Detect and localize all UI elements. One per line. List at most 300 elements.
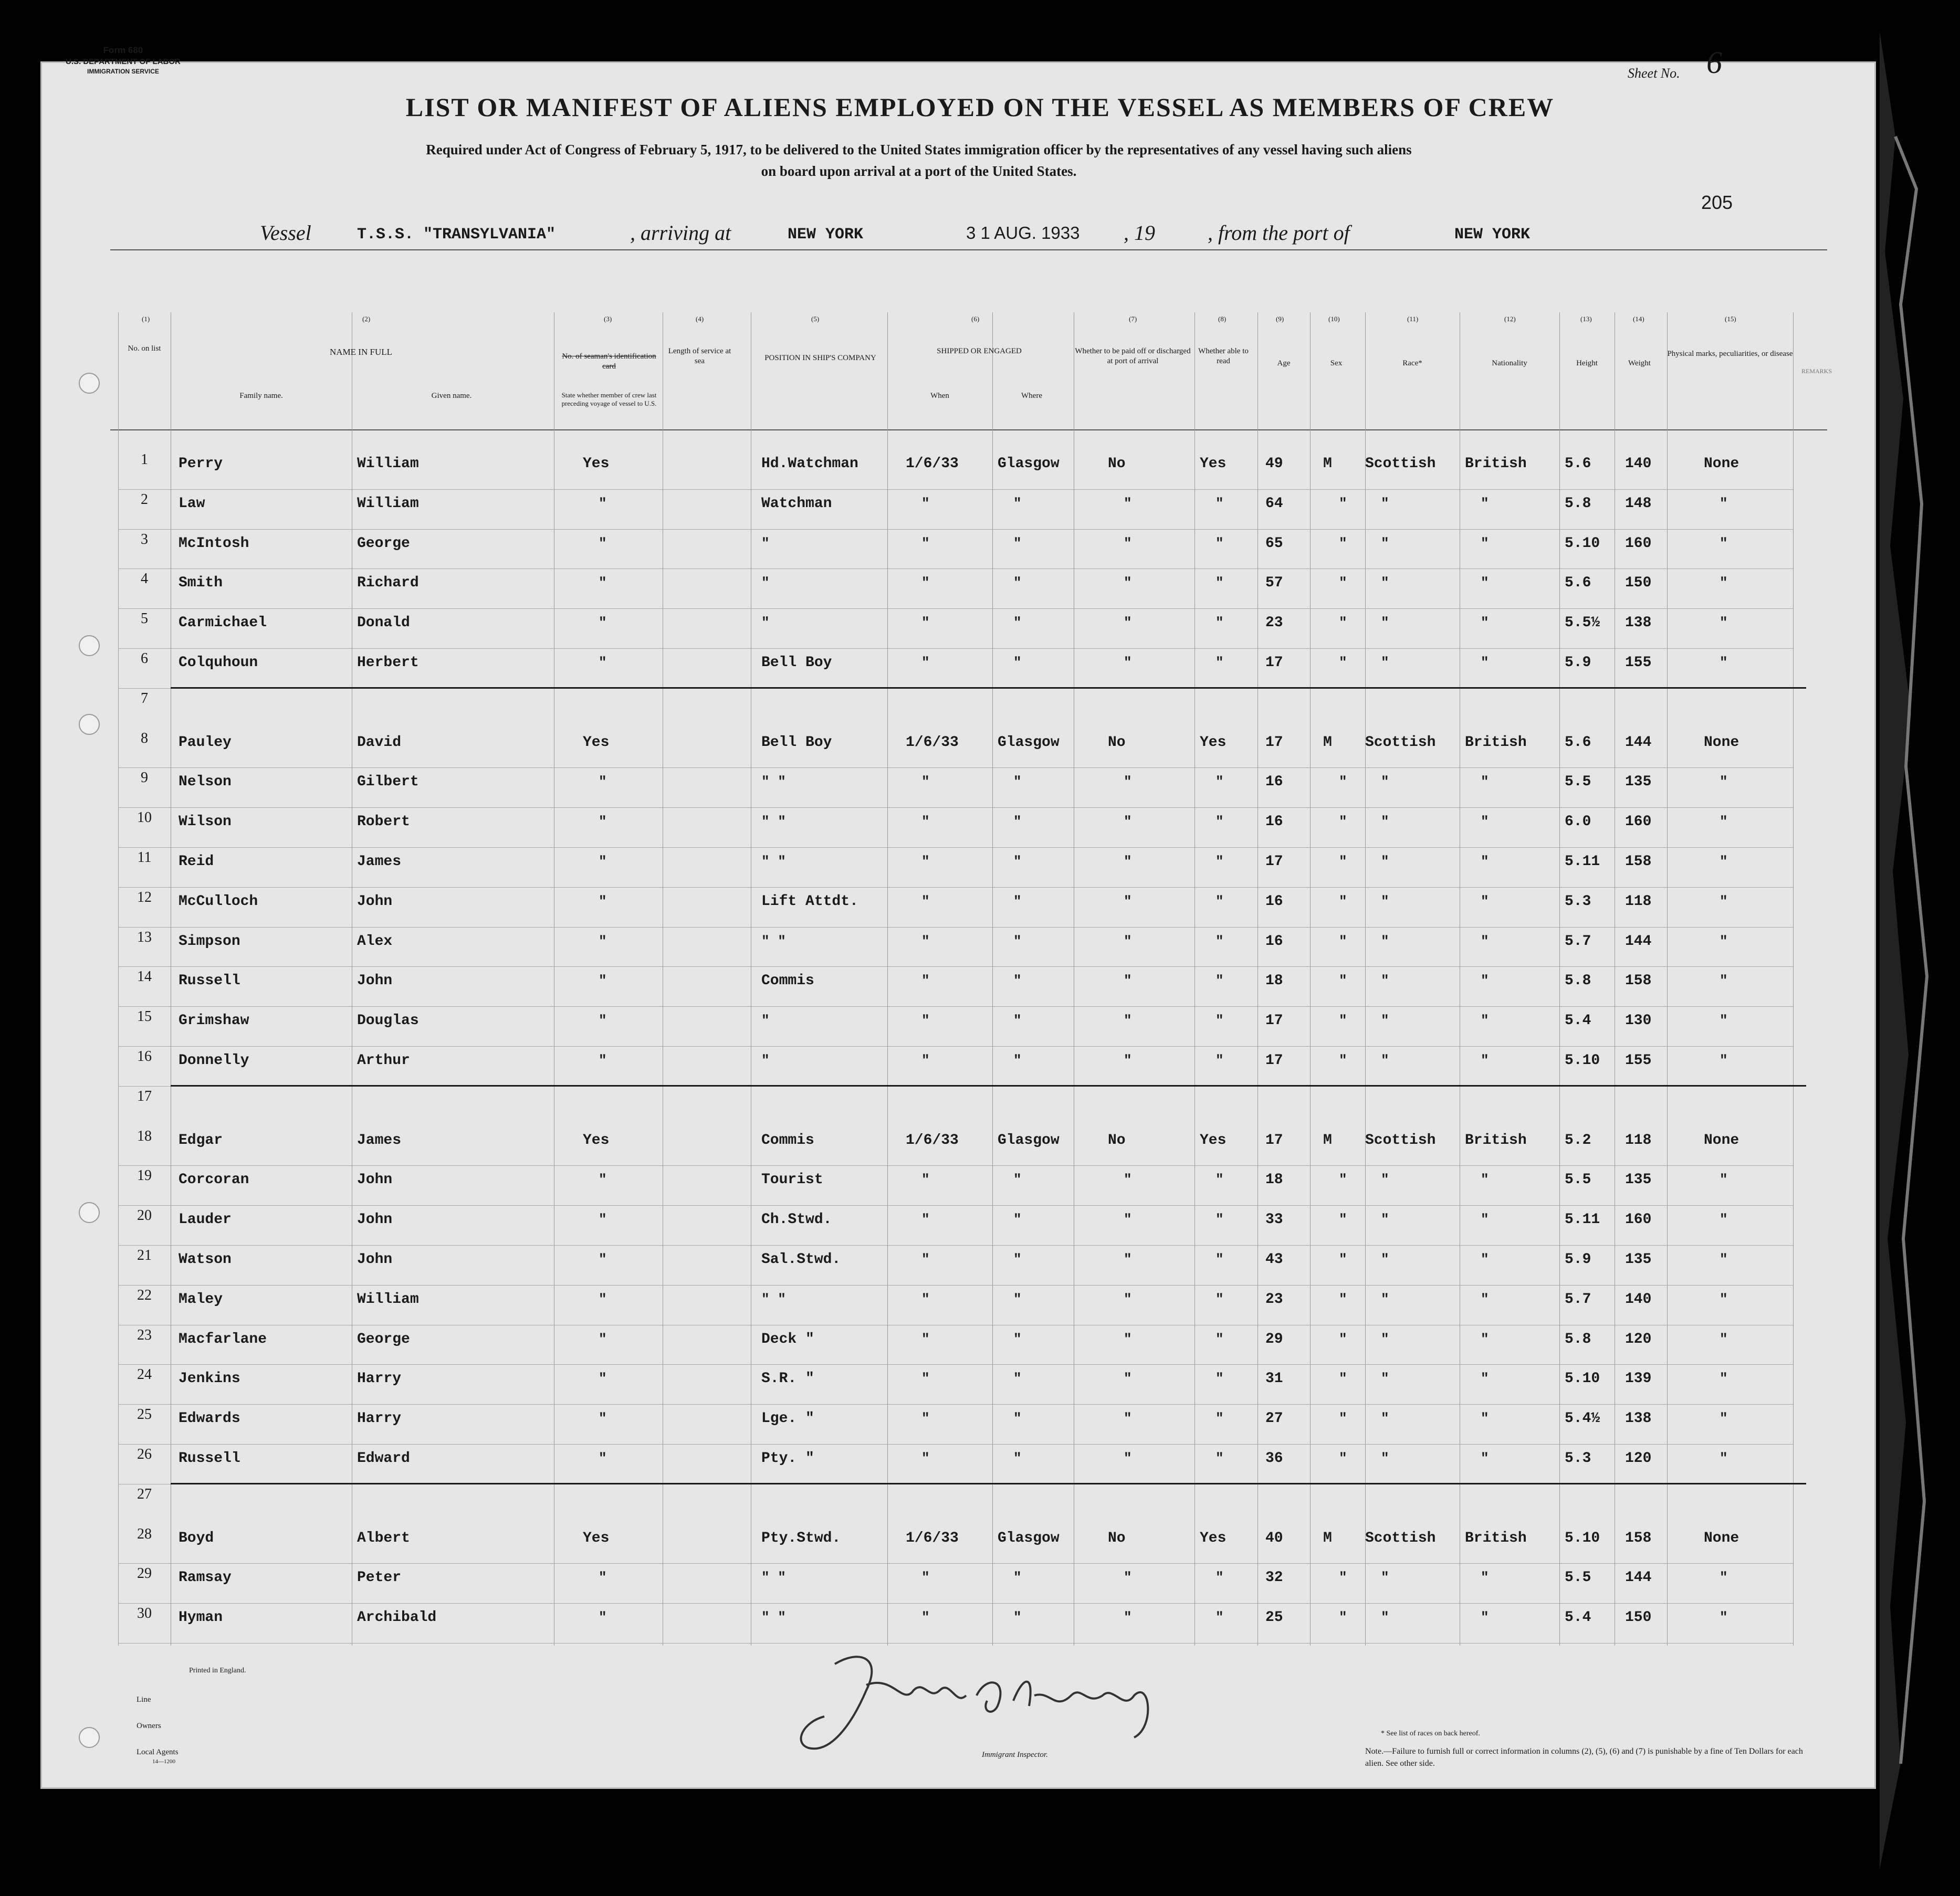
reference-number: 205 xyxy=(1701,192,1733,213)
row-number: 20 xyxy=(137,1207,152,1224)
row-number: 17 xyxy=(137,1088,152,1104)
cell-paid: " xyxy=(1124,1331,1132,1347)
row-number: 24 xyxy=(137,1366,152,1383)
cell-read: Yes xyxy=(1200,456,1227,472)
cell-where: " xyxy=(1013,1172,1022,1188)
cell-given: George xyxy=(357,1331,410,1347)
cell-paid: " xyxy=(1124,1609,1132,1626)
row-number: 12 xyxy=(137,889,152,905)
cell-age: 16 xyxy=(1265,774,1283,791)
cell-wt: 148 xyxy=(1625,495,1652,512)
cell-read: " xyxy=(1215,1212,1224,1228)
cell-nat: " xyxy=(1481,1251,1489,1267)
cell-age: 33 xyxy=(1265,1212,1283,1228)
cell-paid: " xyxy=(1124,814,1132,830)
cell-marks: " xyxy=(1720,1013,1728,1029)
cell-race: " xyxy=(1381,1371,1389,1387)
header-where: Where xyxy=(1021,392,1042,400)
header-no: No. on list xyxy=(128,344,161,353)
cell-paid: " xyxy=(1124,1450,1132,1466)
cell-wt: 155 xyxy=(1625,1052,1652,1069)
cell-card: " xyxy=(599,1052,607,1068)
cell-marks: " xyxy=(1720,774,1728,790)
cell-card: " xyxy=(599,1172,607,1188)
row-number: 7 xyxy=(141,690,148,707)
cell-nat: " xyxy=(1481,774,1489,790)
cell-ht: 5.7 xyxy=(1565,933,1591,950)
cell-race: " xyxy=(1381,1291,1389,1307)
row-rule xyxy=(118,1444,1793,1445)
binder-hole xyxy=(79,714,100,735)
cell-when: " xyxy=(921,1013,930,1029)
cell-card: " xyxy=(599,535,607,551)
cell-read: " xyxy=(1215,1052,1224,1068)
cell-when: " xyxy=(921,1371,930,1387)
row-number: 25 xyxy=(137,1406,152,1423)
cell-race: " xyxy=(1381,535,1389,551)
row-rule xyxy=(118,1006,1793,1007)
row-rule xyxy=(118,648,1793,649)
cell-race: " xyxy=(1381,1172,1389,1188)
cell-sex: " xyxy=(1339,1371,1347,1387)
row-number: 28 xyxy=(137,1525,152,1542)
cell-card: " xyxy=(599,615,607,631)
cell-card: Yes xyxy=(583,734,610,751)
row-rule xyxy=(118,608,1793,609)
cell-where: Glasgow xyxy=(998,456,1060,472)
row-number: 15 xyxy=(137,1008,152,1025)
cell-card: " xyxy=(599,1251,607,1267)
cell-pos: Commis xyxy=(761,1132,814,1149)
header-remarks: REMARKS xyxy=(1801,367,1832,375)
cell-age: 29 xyxy=(1265,1331,1283,1347)
column-number: (1) xyxy=(142,315,150,323)
cell-where: " xyxy=(1013,1331,1022,1347)
cell-family: Perry xyxy=(179,456,223,472)
header-family: Family name. xyxy=(239,392,283,400)
cell-age: 16 xyxy=(1265,893,1283,910)
cell-paid: No xyxy=(1108,1132,1126,1149)
cell-pos: Lge. " xyxy=(761,1410,814,1427)
cell-ht: 5.4 xyxy=(1565,1013,1591,1029)
cell-race: " xyxy=(1381,933,1389,949)
cell-read: " xyxy=(1215,933,1224,949)
cell-race: Scottish xyxy=(1365,1132,1436,1149)
cell-age: 16 xyxy=(1265,814,1283,830)
cell-given: Donald xyxy=(357,615,410,631)
row-rule xyxy=(118,1046,1793,1047)
cell-paid: " xyxy=(1124,615,1132,631)
header-weight: Weight xyxy=(1628,359,1651,367)
cell-read: " xyxy=(1215,1410,1224,1427)
cell-race: " xyxy=(1381,575,1389,591)
cell-sex: M xyxy=(1323,1530,1332,1546)
header-age: Age xyxy=(1277,359,1291,367)
cell-when: " xyxy=(921,814,930,830)
cell-given: John xyxy=(357,893,393,910)
cell-marks: " xyxy=(1720,495,1728,511)
cell-family: Boyd xyxy=(179,1530,214,1546)
cell-ht: 5.2 xyxy=(1565,1132,1591,1149)
binder-hole xyxy=(79,373,100,394)
cell-nat: " xyxy=(1481,1570,1489,1586)
cell-pos: Pty. " xyxy=(761,1450,814,1467)
binder-hole xyxy=(79,635,100,656)
cell-marks: " xyxy=(1720,893,1728,909)
cell-when: " xyxy=(921,1609,930,1626)
row-number: 3 xyxy=(141,531,148,547)
cell-family: Lauder xyxy=(179,1212,232,1228)
column-rule xyxy=(1310,312,1311,1646)
row-number: 14 xyxy=(137,968,152,985)
cell-sex: " xyxy=(1339,774,1347,790)
column-number: (3) xyxy=(604,315,612,323)
row-rule xyxy=(118,966,1793,967)
cell-wt: 144 xyxy=(1625,734,1652,751)
cell-family: Hyman xyxy=(179,1609,223,1626)
cell-ht: 5.10 xyxy=(1565,535,1600,552)
cell-age: 23 xyxy=(1265,1291,1283,1308)
cell-paid: " xyxy=(1124,774,1132,790)
cell-sex: " xyxy=(1339,893,1347,909)
cell-card: " xyxy=(599,1570,607,1586)
cell-nat: " xyxy=(1481,615,1489,631)
cell-read: Yes xyxy=(1200,1530,1227,1546)
cell-marks: " xyxy=(1720,1212,1728,1228)
column-rule xyxy=(992,312,993,1646)
cell-wt: 130 xyxy=(1625,1013,1652,1029)
cell-when: 1/6/33 xyxy=(906,456,959,472)
cell-nat: British xyxy=(1465,1530,1527,1546)
cell-nat: " xyxy=(1481,655,1489,670)
cell-read: " xyxy=(1215,655,1224,670)
cell-given: William xyxy=(357,1291,419,1308)
vessel-label: Vessel xyxy=(260,221,311,245)
cell-paid: " xyxy=(1124,854,1132,869)
cell-paid: No xyxy=(1108,456,1126,472)
cell-when: " xyxy=(921,774,930,790)
cell-read: " xyxy=(1215,615,1224,631)
cell-read: " xyxy=(1215,774,1224,790)
header-paid: Whether to be paid off or discharged at port of arrival xyxy=(1075,347,1191,365)
cell-age: 43 xyxy=(1265,1251,1283,1268)
column-rule xyxy=(1365,312,1366,1646)
cell-read: " xyxy=(1215,893,1224,909)
arriving-port: NEW YORK xyxy=(788,226,864,244)
cell-age: 31 xyxy=(1265,1371,1283,1387)
row-rule xyxy=(118,1364,1793,1365)
header-when: When xyxy=(930,392,949,400)
header-shipped: SHIPPED OR ENGAGED xyxy=(937,347,1022,355)
cell-wt: 118 xyxy=(1625,1132,1652,1149)
cell-where: " xyxy=(1013,814,1022,830)
cell-sex: " xyxy=(1339,854,1347,869)
cell-given: John xyxy=(357,1172,393,1188)
cell-family: McIntosh xyxy=(179,535,249,552)
row-number: 23 xyxy=(137,1326,152,1343)
cell-pos: Lift Attdt. xyxy=(761,893,858,910)
header-top-rule xyxy=(110,249,1827,250)
cell-family: Donnelly xyxy=(179,1052,249,1069)
cell-card: Yes xyxy=(583,456,610,472)
cell-race: " xyxy=(1381,615,1389,631)
cell-sex: " xyxy=(1339,1331,1347,1347)
cell-where: Glasgow xyxy=(998,1132,1060,1149)
cell-marks: " xyxy=(1720,1052,1728,1068)
column-number: (8) xyxy=(1218,315,1227,323)
cell-age: 17 xyxy=(1265,734,1283,751)
cell-wt: 160 xyxy=(1625,535,1652,552)
header-card-note: State whether member of crew last preceding voyage of vessel to U.S. xyxy=(561,391,657,408)
cell-where: " xyxy=(1013,495,1022,511)
column-number: (6) xyxy=(971,315,980,323)
cell-ht: 5.3 xyxy=(1565,1450,1591,1467)
cell-read: " xyxy=(1215,1570,1224,1586)
cell-age: 17 xyxy=(1265,1132,1283,1149)
cell-sex: " xyxy=(1339,1212,1347,1228)
cell-ht: 5.11 xyxy=(1565,854,1600,870)
cell-given: James xyxy=(357,854,402,870)
row-rule xyxy=(118,1205,1793,1206)
column-rule xyxy=(1667,312,1668,1646)
cell-race: " xyxy=(1381,655,1389,670)
cell-given: Richard xyxy=(357,575,419,592)
cell-family: McCulloch xyxy=(179,893,258,910)
cell-read: " xyxy=(1215,1013,1224,1029)
page-title: LIST OR MANIFEST OF ALIENS EMPLOYED ON THE VESSEL AS MEMBERS OF CREW xyxy=(405,92,1555,122)
cell-nat: " xyxy=(1481,893,1489,909)
cell-when: 1/6/33 xyxy=(906,1530,959,1546)
cell-race: Scottish xyxy=(1365,456,1436,472)
header-sex: Sex xyxy=(1330,359,1343,367)
cell-card: " xyxy=(599,814,607,830)
column-number: (4) xyxy=(696,315,704,323)
cell-pos: " " xyxy=(761,1291,786,1307)
row-number: 1 xyxy=(141,451,148,468)
cell-wt: 138 xyxy=(1625,615,1652,631)
row-number: 29 xyxy=(137,1565,152,1582)
cell-when: " xyxy=(921,893,930,909)
cell-family: Simpson xyxy=(179,933,240,950)
cell-where: " xyxy=(1013,1410,1022,1427)
cell-card: " xyxy=(599,575,607,591)
cell-pos: " " xyxy=(761,1609,786,1626)
cell-read: " xyxy=(1215,1291,1224,1307)
cell-marks: " xyxy=(1720,615,1728,631)
cell-sex: " xyxy=(1339,655,1347,670)
cell-pos: " xyxy=(761,615,770,631)
cell-race: " xyxy=(1381,973,1389,989)
cell-ht: 5.5 xyxy=(1565,1172,1591,1188)
form-code: 14—1200 xyxy=(152,1758,175,1765)
cell-nat: " xyxy=(1481,1450,1489,1466)
cell-age: 17 xyxy=(1265,1052,1283,1069)
vessel-name: T.S.S. "TRANSYLVANIA" xyxy=(357,226,556,244)
cell-nat: " xyxy=(1481,1609,1489,1626)
agents-label: Local Agents xyxy=(137,1748,179,1756)
cell-where: " xyxy=(1013,1251,1022,1267)
cell-marks: " xyxy=(1720,973,1728,989)
cell-race: " xyxy=(1381,495,1389,511)
cell-pos: Pty.Stwd. xyxy=(761,1530,841,1546)
cell-nat: " xyxy=(1481,1172,1489,1188)
cell-sex: " xyxy=(1339,1291,1347,1307)
cell-paid: " xyxy=(1124,933,1132,949)
cell-age: 17 xyxy=(1265,655,1283,671)
row-number: 6 xyxy=(141,650,148,667)
cell-given: George xyxy=(357,535,410,552)
cell-ht: 5.6 xyxy=(1565,456,1591,472)
subtitle-line-1: Required under Act of Congress of February 5, 1917, to be delivered to the United States immigration officer by the representatives of any vessel having such aliens xyxy=(426,142,1412,157)
cell-ht: 5.8 xyxy=(1565,495,1591,512)
cell-race: Scottish xyxy=(1365,1530,1436,1546)
cell-marks: " xyxy=(1720,1291,1728,1307)
from-port: NEW YORK xyxy=(1454,226,1531,244)
cell-ht: 6.0 xyxy=(1565,814,1591,830)
cell-where: " xyxy=(1013,1450,1022,1466)
cell-sex: " xyxy=(1339,535,1347,551)
column-number: (7) xyxy=(1129,315,1137,323)
cell-sex: " xyxy=(1339,973,1347,989)
binder-hole xyxy=(79,1202,100,1223)
cell-ht: 5.9 xyxy=(1565,1251,1591,1268)
cell-when: " xyxy=(921,1251,930,1267)
column-rule xyxy=(1257,312,1258,1646)
cell-when: " xyxy=(921,575,930,591)
cell-nat: British xyxy=(1465,734,1527,751)
row-number: 2 xyxy=(141,491,148,508)
cell-ht: 5.6 xyxy=(1565,734,1591,751)
cell-when: " xyxy=(921,1052,930,1068)
row-number: 30 xyxy=(137,1605,152,1622)
date-stamp: 3 1 AUG. 1933 xyxy=(966,223,1080,243)
cell-given: Douglas xyxy=(357,1013,419,1029)
cell-card: Yes xyxy=(583,1530,610,1546)
column-rule xyxy=(118,312,119,1646)
cell-wt: 144 xyxy=(1625,933,1652,950)
cell-given: Archibald xyxy=(357,1609,437,1626)
cell-family: Russell xyxy=(179,973,240,989)
footer-note: Note.—Failure to furnish full or correct information in columns (2), (5), (6) and (7) is punishable by a fine of Ten Dollars for each alien. See other side. xyxy=(1365,1747,1803,1768)
cell-where: " xyxy=(1013,1291,1022,1307)
row-rule xyxy=(118,847,1793,848)
cell-given: James xyxy=(357,1132,402,1149)
cell-wt: 138 xyxy=(1625,1410,1652,1427)
column-number: (11) xyxy=(1407,315,1419,323)
cell-marks: None xyxy=(1704,734,1739,751)
cell-read: " xyxy=(1215,1172,1224,1188)
row-number: 27 xyxy=(137,1486,152,1502)
cell-where: " xyxy=(1013,1570,1022,1586)
cell-marks: " xyxy=(1720,1410,1728,1427)
column-rule xyxy=(1793,312,1794,1646)
cell-wt: 120 xyxy=(1625,1450,1652,1467)
cell-where: " xyxy=(1013,535,1022,551)
cell-card: " xyxy=(599,1291,607,1307)
cell-sex: " xyxy=(1339,1251,1347,1267)
cell-given: Herbert xyxy=(357,655,419,671)
cell-read: " xyxy=(1215,854,1224,869)
cell-age: 49 xyxy=(1265,456,1283,472)
cell-wt: 160 xyxy=(1625,1212,1652,1228)
cell-family: Grimshaw xyxy=(179,1013,249,1029)
subtitle xyxy=(158,139,1680,182)
header-race: Race* xyxy=(1402,359,1422,367)
cell-nat: " xyxy=(1481,535,1489,551)
cell-read: Yes xyxy=(1200,1132,1227,1149)
cell-where: " xyxy=(1013,893,1022,909)
column-number: (13) xyxy=(1580,315,1592,323)
column-number: (15) xyxy=(1725,315,1736,323)
cell-paid: " xyxy=(1124,1371,1132,1387)
cell-given: William xyxy=(357,456,419,472)
cell-given: John xyxy=(357,1251,393,1268)
row-rule xyxy=(118,807,1793,808)
cell-paid: No xyxy=(1108,734,1126,751)
header-nationality: Nationality xyxy=(1492,359,1527,367)
cell-where: " xyxy=(1013,1609,1022,1626)
cell-where: " xyxy=(1013,1212,1022,1228)
cell-paid: " xyxy=(1124,575,1132,591)
cell-wt: 158 xyxy=(1625,1530,1652,1546)
cell-pos: Ch.Stwd. xyxy=(761,1212,832,1228)
cell-given: Alex xyxy=(357,933,393,950)
row-rule xyxy=(118,767,1793,768)
cell-family: Edgar xyxy=(179,1132,223,1149)
cell-given: Albert xyxy=(357,1530,410,1546)
row-number: 4 xyxy=(141,571,148,587)
cell-given: Peter xyxy=(357,1570,402,1586)
cell-read: " xyxy=(1215,535,1224,551)
cell-wt: 160 xyxy=(1625,814,1652,830)
cell-where: " xyxy=(1013,854,1022,869)
form-number: Form 680 xyxy=(103,45,143,55)
cell-family: Pauley xyxy=(179,734,232,751)
cell-family: Corcoran xyxy=(179,1172,249,1188)
cell-paid: " xyxy=(1124,1251,1132,1267)
cell-wt: 118 xyxy=(1625,893,1652,910)
cell-race: " xyxy=(1381,774,1389,790)
cell-sex: " xyxy=(1339,1570,1347,1586)
cell-pos: " xyxy=(761,535,770,551)
header-bottom-rule xyxy=(110,429,1827,430)
cell-when: " xyxy=(921,615,930,631)
column-number: (2) xyxy=(362,315,371,323)
cell-age: 23 xyxy=(1265,615,1283,631)
cell-paid: " xyxy=(1124,1291,1132,1307)
cell-age: 57 xyxy=(1265,575,1283,592)
cell-paid: " xyxy=(1124,495,1132,511)
cell-pos: Hd.Watchman xyxy=(761,456,858,472)
from-label: , from the port of xyxy=(1208,221,1350,245)
cell-ht: 5.11 xyxy=(1565,1212,1600,1228)
cell-nat: British xyxy=(1465,1132,1527,1149)
cell-where: " xyxy=(1013,575,1022,591)
cell-when: " xyxy=(921,933,930,949)
row-rule xyxy=(118,927,1793,928)
cell-card: " xyxy=(599,655,607,670)
row-number: 11 xyxy=(137,849,152,866)
row-rule xyxy=(118,1285,1793,1286)
sheet-value: 6 xyxy=(1706,45,1722,80)
cell-race: " xyxy=(1381,1251,1389,1267)
cell-nat: " xyxy=(1481,1331,1489,1347)
cell-nat: " xyxy=(1481,933,1489,949)
cell-pos: S.R. " xyxy=(761,1371,814,1387)
cell-paid: " xyxy=(1124,893,1132,909)
row-number: 19 xyxy=(137,1167,152,1184)
cell-when: " xyxy=(921,1450,930,1466)
